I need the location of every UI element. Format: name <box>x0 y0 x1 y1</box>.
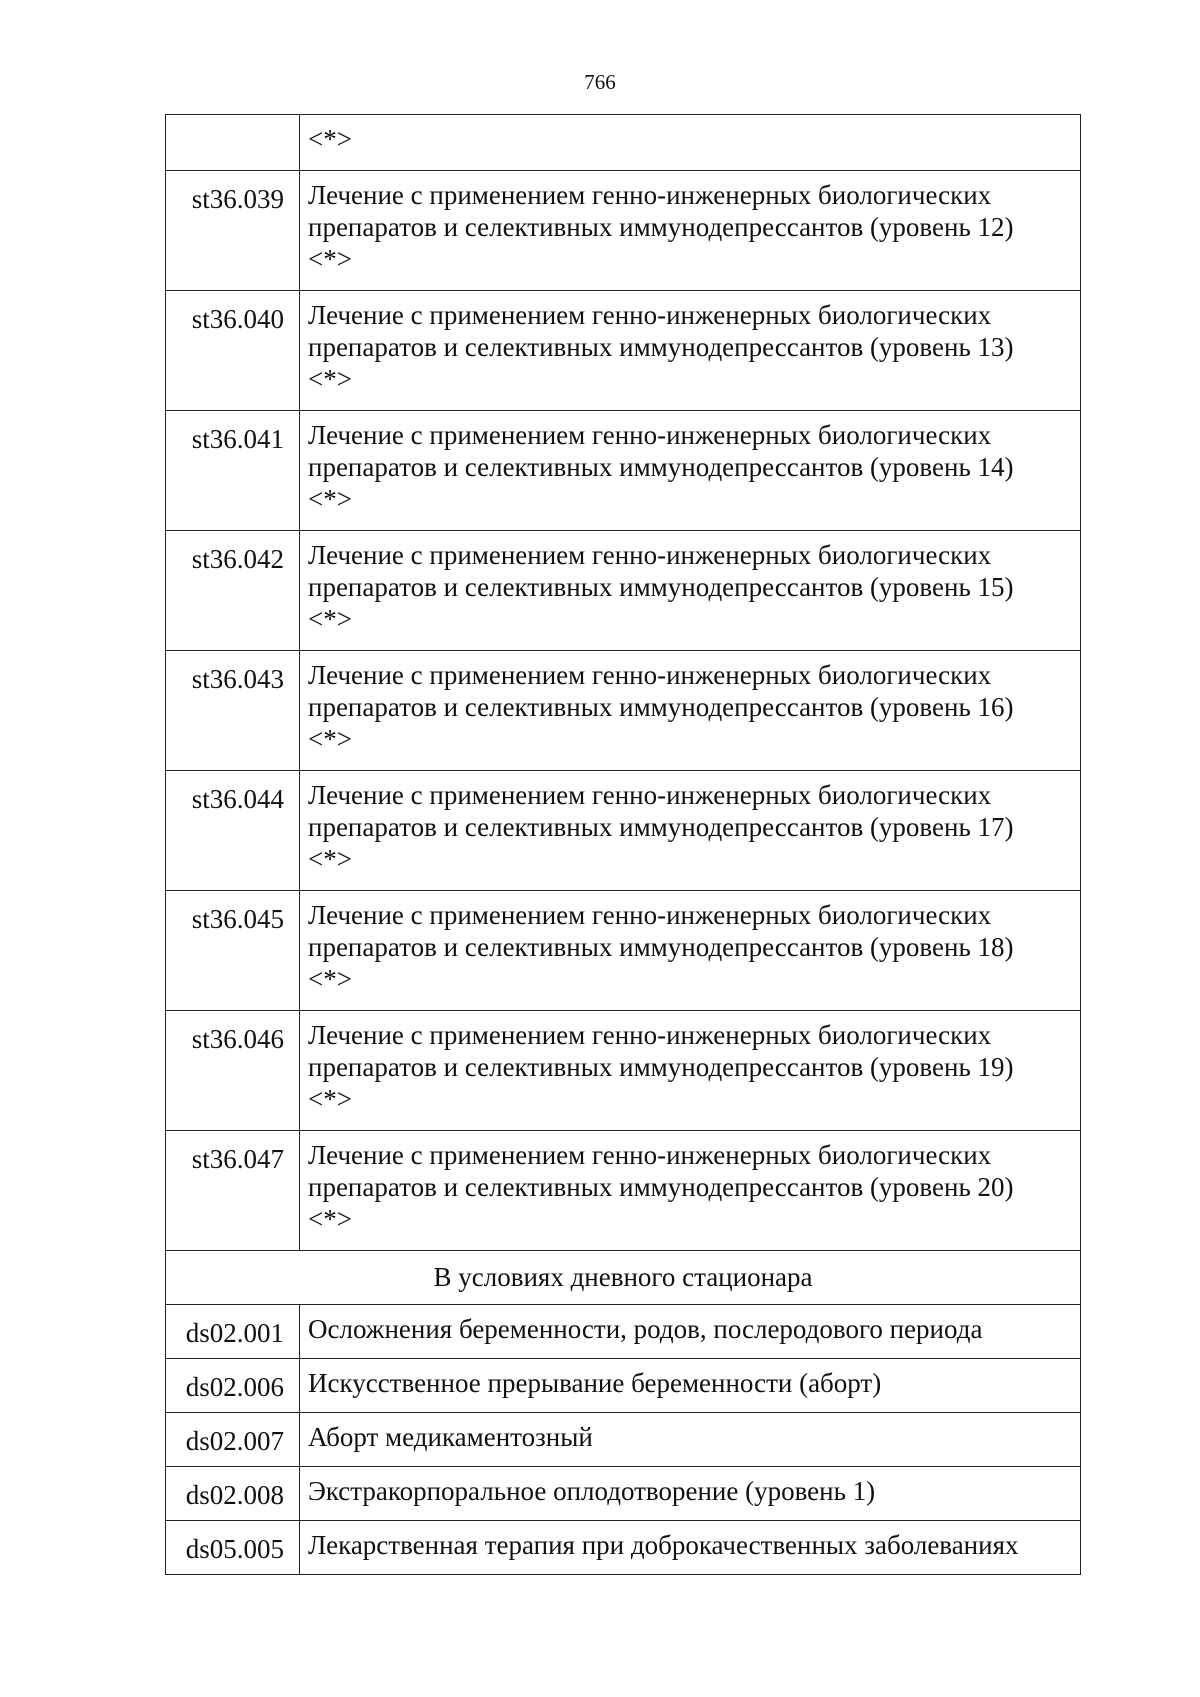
page-number: 766 <box>584 70 616 94</box>
description-line: Экстракорпоральное оплодотворение (уровень 1) <box>308 1476 876 1506</box>
description-line: Лечение с применением генно-инженерных биологических <box>308 660 992 690</box>
code-cell: st36.040 <box>166 291 300 411</box>
description-line: Аборт медикаментозный <box>308 1422 593 1452</box>
tariff-table <box>165 114 1081 1575</box>
table-row <box>166 531 1081 651</box>
footnote-marker: <*> <box>308 244 352 274</box>
table-row <box>166 411 1081 531</box>
code-cell: st36.046 <box>166 1011 300 1131</box>
description-cell <box>300 771 1081 891</box>
description-line: Лечение с применением генно-инженерных биологических <box>308 540 992 570</box>
description-line: Лечение с применением генно-инженерных биологических <box>308 900 992 930</box>
code-cell: ds02.008 <box>166 1467 300 1521</box>
description-line: Лечение с применением генно-инженерных биологических <box>308 780 992 810</box>
description-line: препаратов и селективных иммунодепрессантов (уровень 13) <box>308 332 1014 362</box>
description-line: препаратов и селективных иммунодепрессантов (уровень 16) <box>308 692 1014 722</box>
description-cell <box>300 1467 1081 1521</box>
description-line: препаратов и селективных иммунодепрессантов (уровень 20) <box>308 1172 1014 1202</box>
table-row <box>166 291 1081 411</box>
footnote-marker: <*> <box>308 844 352 874</box>
code-cell: st36.042 <box>166 531 300 651</box>
table-row <box>166 651 1081 771</box>
description-line: Лекарственная терапия при доброкачественных заболеваниях <box>308 1530 1019 1560</box>
footnote-marker: <*> <box>308 484 352 514</box>
section-header: В условиях дневного стационара <box>166 1251 1081 1305</box>
description-cell <box>300 651 1081 771</box>
footnote-marker: <*> <box>308 604 352 634</box>
footnote-marker: <*> <box>308 1204 352 1234</box>
table-row <box>166 1359 1081 1413</box>
description-line: Лечение с применением генно-инженерных биологических <box>308 300 992 330</box>
description-line: препаратов и селективных иммунодепрессантов (уровень 14) <box>308 452 1014 482</box>
section-header-row <box>166 1251 1081 1305</box>
table-row <box>166 771 1081 891</box>
table-row <box>166 171 1081 291</box>
description-line: Искусственное прерывание беременности (аборт) <box>308 1368 882 1398</box>
description-cell <box>300 1305 1081 1359</box>
description-cell <box>300 291 1081 411</box>
table-row <box>166 1521 1081 1575</box>
code-cell: st36.039 <box>166 171 300 291</box>
table-row <box>166 1467 1081 1521</box>
description-cell <box>300 171 1081 291</box>
code-cell <box>166 115 300 171</box>
description-line: Осложнения беременности, родов, послеродового периода <box>308 1314 983 1344</box>
description-cell <box>300 1413 1081 1467</box>
code-cell: st36.043 <box>166 651 300 771</box>
footnote-marker: <*> <box>308 364 352 394</box>
description-line: препаратов и селективных иммунодепрессантов (уровень 15) <box>308 572 1014 602</box>
footnote-marker: <*> <box>308 964 352 994</box>
table-row <box>166 1131 1081 1251</box>
description-line: Лечение с применением генно-инженерных биологических <box>308 180 992 210</box>
description-cell <box>300 411 1081 531</box>
description-cell <box>300 1131 1081 1251</box>
description-line: Лечение с применением генно-инженерных биологических <box>308 420 992 450</box>
description-cell <box>300 1359 1081 1413</box>
footnote-marker: <*> <box>308 1084 352 1114</box>
description-line: препаратов и селективных иммунодепрессантов (уровень 12) <box>308 212 1014 242</box>
table-row <box>166 1011 1081 1131</box>
code-cell: st36.044 <box>166 771 300 891</box>
code-cell: st36.041 <box>166 411 300 531</box>
description-cell: <*> <box>300 115 1081 171</box>
code-cell: ds02.006 <box>166 1359 300 1413</box>
description-line: Лечение с применением генно-инженерных биологических <box>308 1020 992 1050</box>
code-cell: ds02.007 <box>166 1413 300 1467</box>
description-line: препаратов и селективных иммунодепрессантов (уровень 17) <box>308 812 1014 842</box>
table-row <box>166 891 1081 1011</box>
description-cell <box>300 1011 1081 1131</box>
description-line: препаратов и селективных иммунодепрессантов (уровень 18) <box>308 932 1014 962</box>
table-row <box>166 1413 1081 1467</box>
description-cell <box>300 891 1081 1011</box>
code-cell: st36.045 <box>166 891 300 1011</box>
description-line: препаратов и селективных иммунодепрессантов (уровень 19) <box>308 1052 1014 1082</box>
footnote-marker: <*> <box>308 724 352 754</box>
description-cell <box>300 531 1081 651</box>
code-cell: ds02.001 <box>166 1305 300 1359</box>
description-cell <box>300 1521 1081 1575</box>
table-row <box>166 1305 1081 1359</box>
code-cell: st36.047 <box>166 1131 300 1251</box>
table-row-continuation <box>166 115 1081 171</box>
description-line: Лечение с применением генно-инженерных биологических <box>308 1140 992 1170</box>
code-cell: ds05.005 <box>166 1521 300 1575</box>
table-body <box>166 115 1081 1575</box>
